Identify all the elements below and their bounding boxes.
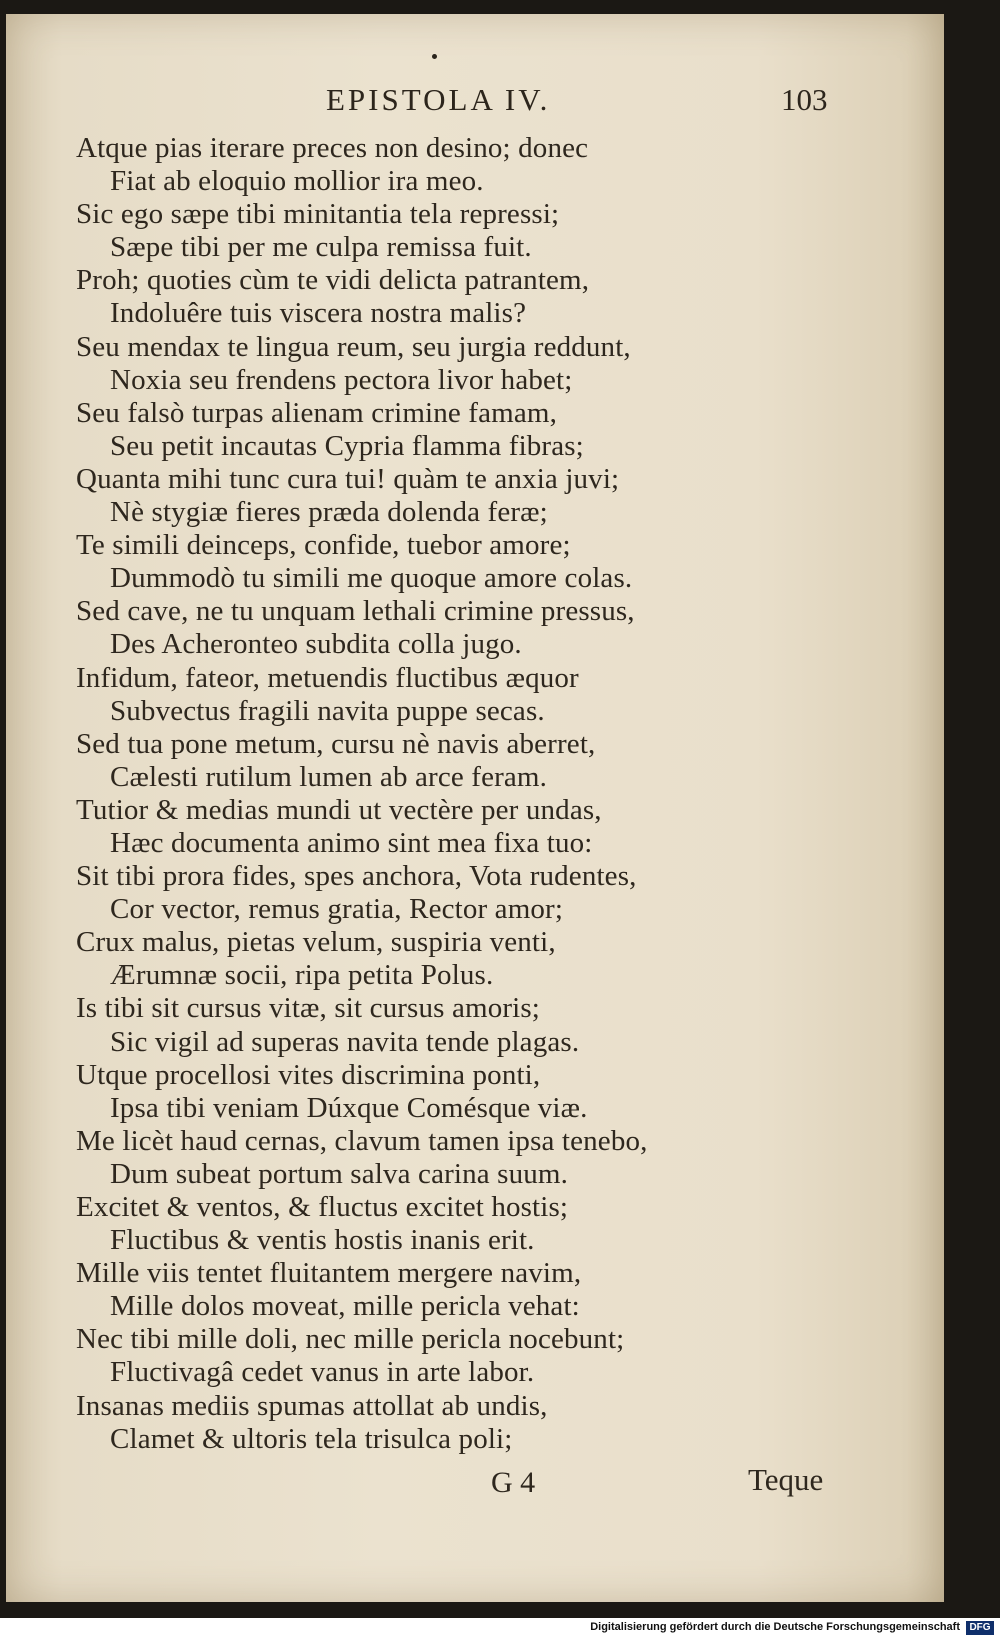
- verse-line: Des Acheronteo subdita colla jugo.: [110, 628, 522, 661]
- verse-line: Sit tibi prora fides, spes anchora, Vota rudentes,: [76, 860, 637, 893]
- verse-line: Crux malus, pietas velum, suspiria venti,: [76, 926, 556, 959]
- verse-line: Ipsa tibi veniam Dúxque Comésque viæ.: [110, 1091, 588, 1124]
- digitization-footer: [0, 1618, 1000, 1640]
- ink-speck: [432, 54, 437, 59]
- verse-line: Ærumnæ socii, ripa petita Polus.: [110, 959, 494, 992]
- verse-line: Quanta mihi tunc cura tui! quàm te anxia juvi;: [76, 462, 620, 495]
- verse-line: Nec tibi mille doli, nec mille pericla nocebunt;: [76, 1323, 625, 1356]
- signature-mark: G 4: [491, 1466, 536, 1499]
- verse-line: Proh; quoties cùm te vidi delicta patrantem,: [76, 264, 590, 297]
- verse-line: Fluctivagâ cedet vanus in arte labor.: [110, 1356, 535, 1389]
- verse-line: Dum subeat portum salva carina suum.: [110, 1157, 569, 1190]
- verse-line: Atque pias iterare preces non desino; donec: [76, 132, 589, 164]
- verse-line: Indoluêre tuis viscera nostra malis?: [110, 297, 527, 330]
- verse-line: Mille dolos moveat, mille pericla vehat:: [110, 1290, 580, 1323]
- book-page: [6, 14, 944, 1602]
- verse-line: Sic vigil ad superas navita tende plagas.: [110, 1025, 580, 1058]
- verse-line: Sæpe tibi per me culpa remissa fuit.: [110, 231, 532, 264]
- verse-line: Nè stygiæ fieres præda dolenda feræ;: [110, 496, 548, 529]
- verse-line: Me licèt haud cernas, clavum tamen ipsa tenebo,: [76, 1124, 648, 1157]
- verse-line: Te simili deinceps, confide, tuebor amore;: [76, 529, 571, 562]
- verse-line: Cælesti rutilum lumen ab arce feram.: [110, 760, 548, 793]
- verse-line: Is tibi sit cursus vitæ, sit cursus amoris;: [76, 992, 541, 1025]
- verse-line: Tutior & medias mundi ut vectère per undas,: [76, 793, 602, 826]
- page-number: 103: [781, 82, 828, 117]
- verse-line: Dummodò tu simili me quoque amore colas.: [110, 562, 633, 595]
- verse-line: Hæc documenta animo sint mea fixa tuo:: [110, 826, 593, 859]
- verse-line: Clamet & ultoris tela trisulca poli;: [110, 1422, 513, 1455]
- verse-line: Sed tua pone metum, cursu nè navis aberret,: [76, 727, 596, 760]
- verse-line: Utque procellosi vites discrimina ponti,: [76, 1058, 541, 1091]
- running-head: EPISTOLA IV.: [326, 82, 551, 117]
- verse-line: Insanas mediis spumas attollat ab undis,: [76, 1389, 548, 1422]
- verse-text-block: [76, 132, 936, 1456]
- verse-line: Seu petit incautas Cypria flamma fibras;: [110, 429, 584, 462]
- verse-line: Seu mendax te lingua reum, seu jurgia reddunt,: [76, 330, 631, 363]
- verse-line: Mille viis tentet fluitantem mergere navim,: [76, 1257, 582, 1290]
- verse-line: Fluctibus & ventis hostis inanis erit.: [110, 1224, 535, 1257]
- verse-line: Infidum, fateor, metuendis fluctibus æquor: [76, 661, 579, 694]
- verse-line: Fiat ab eloquio mollior ira meo.: [110, 165, 484, 198]
- verse-line: Sic ego sæpe tibi minitantia tela repressi;: [76, 198, 560, 231]
- verse-line: Cor vector, remus gratia, Rector amor;: [110, 893, 564, 926]
- dfg-logo: DFG: [966, 1621, 994, 1635]
- verse-line: Noxia seu frendens pectora livor habet;: [110, 363, 573, 396]
- verse-line: Sed cave, ne tu unquam lethali crimine pressus,: [76, 595, 635, 628]
- verse-line: Seu falsò turpas alienam crimine famam,: [76, 396, 557, 429]
- funding-note: Digitalisierung gefördert durch die Deutsche Forschungsgemeinschaft: [590, 1621, 960, 1633]
- catchword: Teque: [748, 1462, 824, 1497]
- verse-line: Excitet & ventos, & fluctus excitet hostis;: [76, 1191, 569, 1223]
- verse-line: Subvectus fragili navita puppe secas.: [110, 694, 545, 727]
